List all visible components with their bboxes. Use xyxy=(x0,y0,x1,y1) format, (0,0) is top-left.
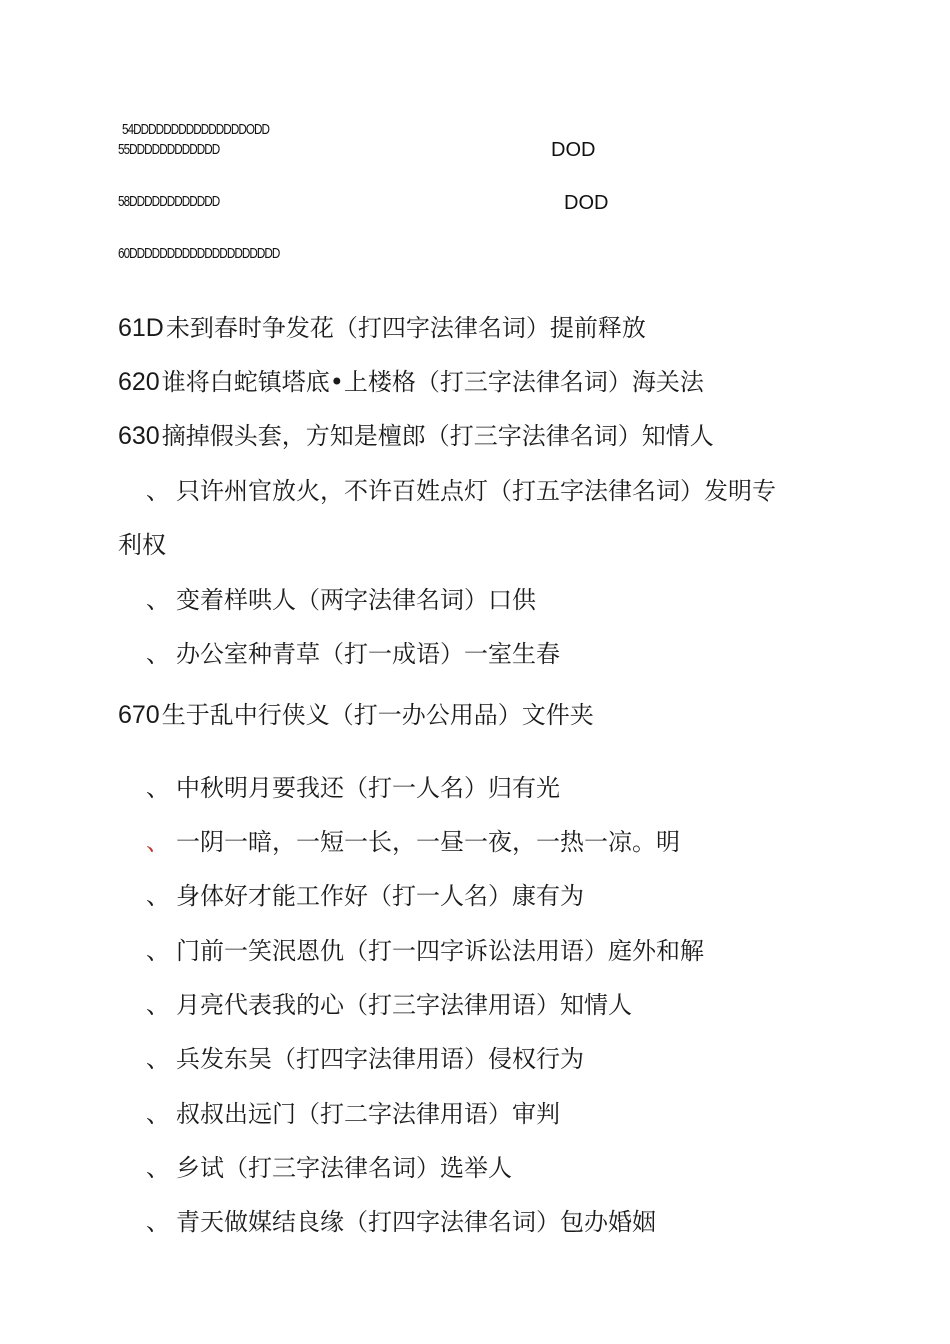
list-bullet: 、 xyxy=(146,477,170,505)
list-bullet: 、 xyxy=(146,882,170,910)
riddle-text: 未到春时争发花（打四字法律名词）提前释放 xyxy=(165,314,646,342)
list-bullet: 、 xyxy=(146,1154,170,1182)
riddle-line-72 xyxy=(118,990,632,1020)
riddle-text: 门前一笑泯恩仇（打一四字诉讼法用语）庭外和解 xyxy=(176,937,704,965)
list-bullet: 、 xyxy=(146,774,170,802)
riddle-number: 61D xyxy=(118,314,164,342)
riddle-text: 谁将白蛇镇塔底•上楼格（打三字法律名词）海关法 xyxy=(161,368,704,396)
header-code-60: 60DDDDDDDDDDDDDDDDDDDD xyxy=(118,245,280,262)
header-answer-58: DOD xyxy=(564,192,609,214)
riddle-number: 670 xyxy=(118,701,160,729)
list-bullet: 、 xyxy=(146,937,170,965)
riddle-line-66 xyxy=(118,639,560,669)
riddle-line-76 xyxy=(118,1207,656,1237)
riddle-text: 月亮代表我的心（打三字法律用语）知情人 xyxy=(176,991,632,1019)
list-bullet: 、 xyxy=(146,586,170,614)
riddle-number: 620 xyxy=(118,368,160,396)
riddle-line-70 xyxy=(118,881,584,911)
riddle-text: 只许州官放火，不许百姓点灯（打五字法律名词）发明专 xyxy=(176,477,776,505)
riddle-line-71 xyxy=(118,936,704,966)
header-answer-55: DOD xyxy=(551,139,596,161)
riddle-text: 一阴一暗，一短一长，一昼一夜，一热一凉。明 xyxy=(176,828,680,856)
riddle-line-61 xyxy=(118,313,646,343)
list-bullet: 、 xyxy=(146,1100,170,1128)
riddle-text: 变着样哄人（两字法律名词）口供 xyxy=(176,586,536,614)
riddle-line-75 xyxy=(118,1153,512,1183)
list-bullet: 、 xyxy=(146,1208,170,1236)
riddle-line-74 xyxy=(118,1099,560,1129)
header-code-58: 58DDDDDDDDDDDD xyxy=(118,193,220,210)
riddle-line-64 xyxy=(118,476,776,506)
riddle-text: 乡试（打三字法律名词）选举人 xyxy=(176,1154,512,1182)
list-bullet-red: 、 xyxy=(146,828,170,856)
riddle-line-63 xyxy=(118,421,714,451)
list-bullet: 、 xyxy=(146,991,170,1019)
riddle-text: 中秋明月要我还（打一人名）归有光 xyxy=(176,774,560,802)
riddle-line-69 xyxy=(118,827,680,857)
list-bullet: 、 xyxy=(146,1045,170,1073)
riddle-line-65 xyxy=(118,585,536,615)
riddle-line-73 xyxy=(118,1044,584,1074)
riddle-text: 办公室种青草（打一成语）一室生春 xyxy=(176,640,560,668)
riddle-number: 630 xyxy=(118,422,160,450)
header-code-54: 54DDDDDDDDDDDDDDDODD xyxy=(122,121,270,138)
riddle-line-62 xyxy=(118,367,704,397)
riddle-line-68 xyxy=(118,773,560,803)
riddle-text: 身体好才能工作好（打一人名）康有为 xyxy=(176,882,584,910)
riddle-line-67 xyxy=(118,700,594,730)
riddle-text: 摘掉假头套，方知是檀郎（打三字法律名词）知情人 xyxy=(161,422,714,450)
riddle-text: 叔叔出远门（打二字法律用语）审判 xyxy=(176,1100,560,1128)
riddle-text: 青天做媒结良缘（打四字法律名词）包办婚姻 xyxy=(176,1208,656,1236)
riddle-text: 生于乱中行侠义（打一办公用品）文件夹 xyxy=(161,701,594,729)
header-code-55: 55DDDDDDDDDDDD xyxy=(118,141,220,158)
riddle-continuation: 利权 xyxy=(118,531,166,559)
list-bullet: 、 xyxy=(146,640,170,668)
riddle-text: 兵发东吴（打四字法律用语）侵权行为 xyxy=(176,1045,584,1073)
